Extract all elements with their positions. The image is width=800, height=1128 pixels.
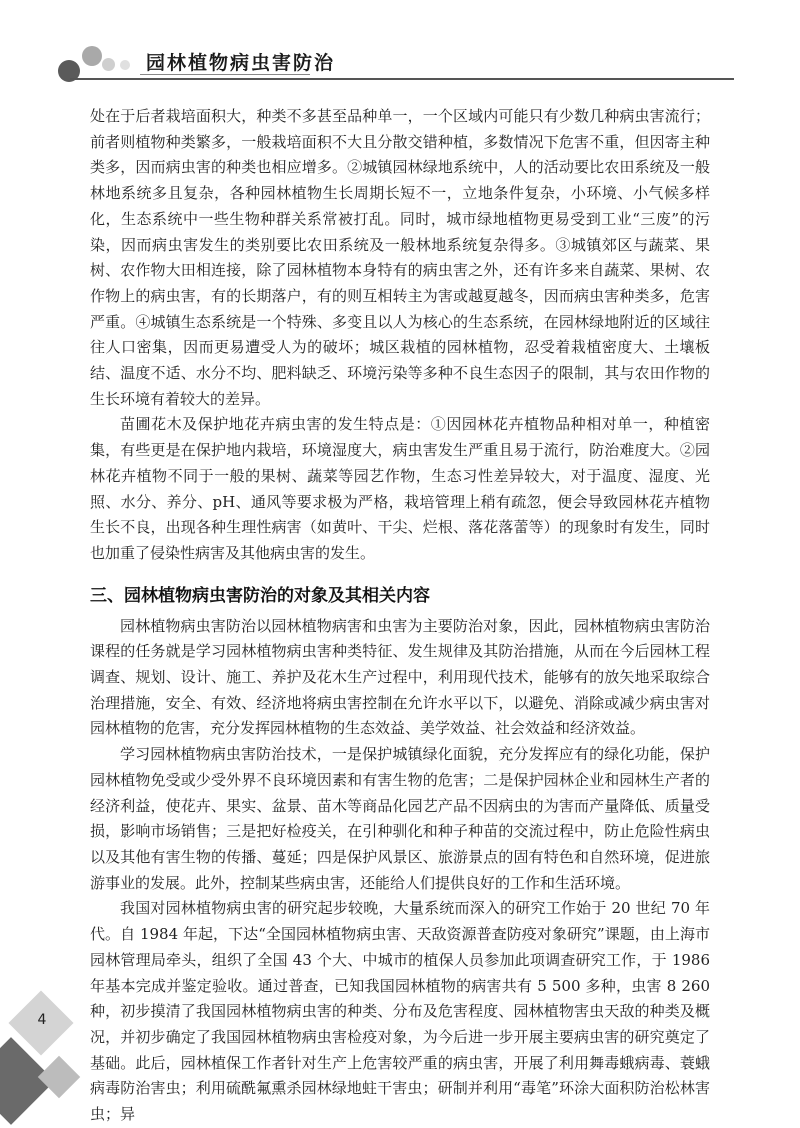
section-heading: 三、园林植物病虫害防治的对象及其相关内容 xyxy=(90,585,430,606)
corner-decor-diamond-mid xyxy=(38,1056,80,1098)
book-title: 园林植物病虫害防治 xyxy=(146,52,336,74)
paragraph-continuation: 处在于后者栽培面积大，种类不多甚至品种单一，一个区域内可能只有少数几种病虫害流行；前者则植物种类繁多，一般栽培面积不大且分散交错种植，多数情况下危害不重，但因寄主种类多，因而病虫害的种类也相应增多。②城镇园林绿地系统中，人的活动要比农田系统及一般林地系统多且复杂，各种园林植物生长周期长短不一，立地条件复杂，小环境、小气候多样化，生态系统中一些生物种群关系常被打乱。同时，城市绿地植物更易受到工业“三废”的污染，因而病虫害发生的类别要比农田系统及一般林地系统复杂得多。③城镇郊区与蔬菜、果树、农作物大田相连接，除了园林植物本身特有的病虫害之外，还有许多来自蔬菜、果树、农作物上的病虫害，有的长期落户，有的则互相转主为害或越夏越冬，因而病虫害种类多，危害严重。④城镇生态系统是一个特殊、多变且以人为核心的生态系统，在园林绿地附近的区域往往人口密集，因而更易遭受人为的破坏；城区栽植的园林植物，忍受着栽植密度大、土壤板结、温度不适、水分不均、肥料缺乏、环境污染等多种不良生态因子的限制，其与农田作物的生长环境有着较大的差异。 xyxy=(90,107,710,408)
page-number: 4 xyxy=(37,1012,47,1028)
paragraph: 苗圃花木及保护地花卉病虫害的发生特点是：①因园林花卉植物品种相对单一，种植密集，有些更是在保护地内栽培，环境湿度大，病虫害发生严重且易于流行，防治难度大。②园林花卉植物不同于一般的果树、蔬菜等园艺作物，生态习性差异较大，对于温度、湿度、光照、水分、养分、pH、通风等要求极为严格，栽培管理上稍有疏忽，便会导致园林花卉植物生长不良，出现各种生理性病害（如黄叶、干尖、烂根、落花落蕾等）的现象时有发生，同时也加重了侵染性病害及其他病虫害的发生。 xyxy=(90,415,710,562)
paragraph: 园林植物病虫害防治以园林植物病害和虫害为主要防治对象，因此，园林植物病虫害防治课程的任务就是学习园林植物病虫害种类特征、发生规律及其防治措施，从而在今后园林工程调查、规划、设计、施工、养护及花木生产过程中，利用现代技术，能够有的放矢地采取综合治理措施，安全、有效、经济地将病虫害控制在允许水平以下，以避免、消除或减少病虫害对园林植物的危害，充分发挥园林植物的生态效益、美学效益、社会效益和经济效益。 xyxy=(90,616,710,738)
decor-circle-mid xyxy=(82,46,102,66)
header-rule xyxy=(70,78,734,80)
paragraph: 学习园林植物病虫害防治技术，一是保护城镇绿化面貌，充分发挥应有的绿化功能，保护园林植物免受或少受外界不良环境因素和有害生物的危害；二是保护园林企业和园林生产者的经济利益，使花卉、果实、盆景、苗木等商品化园艺产品不因病虫的为害而产量降低、质量受损，影响市场销售；三是把好检疫关，在引种驯化和种子种苗的交流过程中，防止危险性病虫以及其他有害生物的传播、蔓延；四是保护风景区、旅游景点的固有特色和自然环境，促进旅游事业的发展。此外，控制某些病虫害，还能给人们提供良好的工作和生活环境。 xyxy=(90,745,710,892)
decor-circle-light xyxy=(102,58,115,71)
running-header xyxy=(0,0,800,90)
page-body xyxy=(90,104,710,1128)
paragraph: 我国对园林植物病虫害的研究起步较晚，大量系统而深入的研究工作始于 20 世纪 70 年代。自 1984 年起，下达“全国园林植物病虫害、天敌资源普查防疫对象研究”课题，由上海市园林管理局牵头，组织了全国 43 个大、中城市的植保人员参加此项调查研究工作，于 1986 年基本完成并鉴定验收。通过普查，已知我国园林植物的病害共有 5 500 多种，虫害 8 260 种，初步摸清了我国园林植物病虫害的种类、分布及危害程度、园林植物害虫天敌的种类及概况，并初步确定了我国园林植物病虫害检疫对象，为今后进一步开展主要病虫害的研究奠定了基础。此后，园林植保工作者针对生产上危害较严重的病虫害，开展了利用舞毒蛾病毒、蓑蛾病毒防治害虫；利用硫酰氟熏杀园林绿地蛀干害虫；研制并利用“毒笔”环涂大面积防治松林害虫；异 xyxy=(90,899,710,1124)
decor-circle-faint xyxy=(120,60,130,70)
